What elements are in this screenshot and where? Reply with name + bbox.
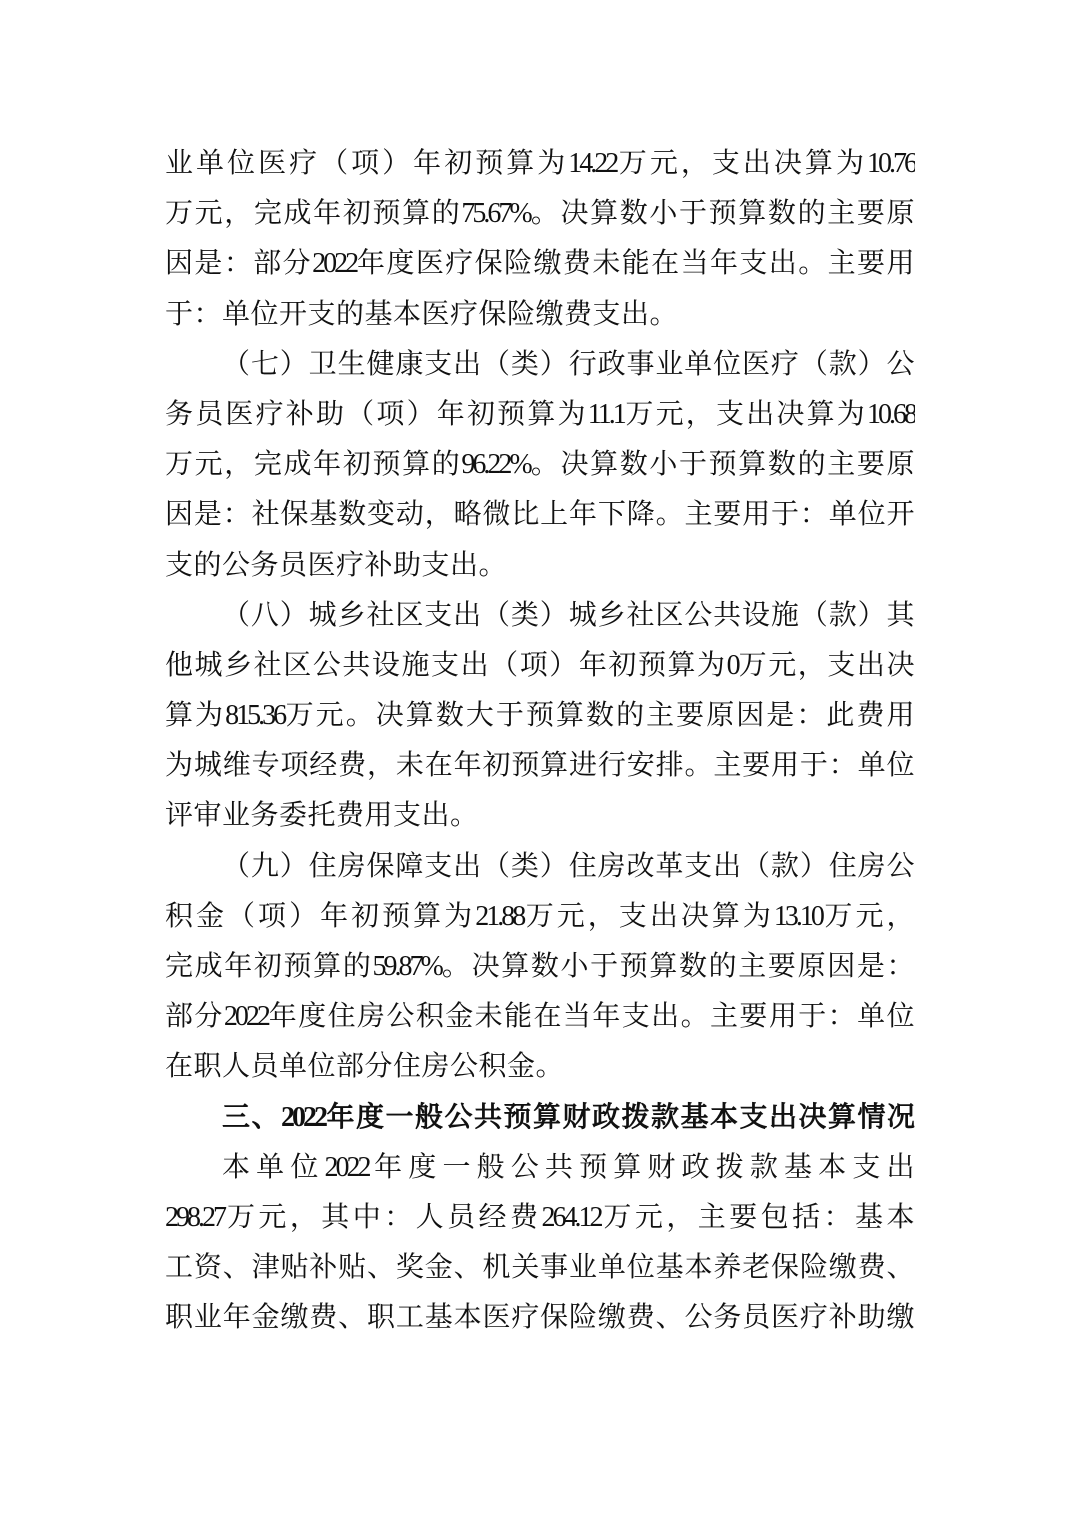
heading-line: 三、2022年度一般公共预算财政拨款基本支出决算情况: [222, 1101, 915, 1133]
numeric-value: 14.22: [568, 148, 617, 179]
text-line: 于：单位开支的基本医疗保险缴费支出。: [165, 298, 679, 330]
numeric-value: 21.88: [475, 900, 524, 932]
text-line: 万元，完成年初预算的75.67%。决算数小于预算数的主要原: [165, 198, 915, 230]
text-line: 他城乡社区公共设施支出（项）年初预算为0万元，支出决: [165, 649, 915, 681]
text-line: 万元，完成年初预算的96.22%。决算数小于预算数的主要原: [165, 449, 915, 481]
paragraph-item-nine-housing-security: [165, 842, 915, 1093]
text-line: （八）城乡社区支出（类）城乡社区公共设施（款）其: [222, 599, 915, 631]
numeric-value: 96.22%: [461, 449, 530, 481]
text-line: 评审业务委托费用支出。: [165, 800, 479, 832]
text-line: 298.27万元，其中：人员经费264.12万元，主要包括：基本: [165, 1201, 915, 1233]
paragraph-basic-expenditure-details: [165, 1143, 915, 1344]
paragraph-item-seven-civil-servant-medical-subsidy: [165, 340, 915, 591]
numeric-value: 2022: [223, 1001, 268, 1033]
text-line: 因是：社保基数变动，略微比上年下降。主要用于：单位开: [165, 499, 915, 531]
numeric-value: 0: [726, 649, 738, 681]
numeric-value: 75.67%: [461, 198, 530, 230]
numeric-value: 2022: [312, 248, 357, 280]
text-line: 在职人员单位部分住房公积金。: [165, 1051, 565, 1083]
text-line: 部分2022年度住房公积金未能在当年支出。主要用于：单位: [165, 1001, 915, 1033]
numeric-value: 10.68: [866, 398, 915, 430]
text-line: 算为815.36万元。决算数大于预算数的主要原因是：此费用: [165, 700, 915, 732]
text-line: （七）卫生健康支出（类）行政事业单位医疗（款）公: [222, 348, 915, 380]
heading-section-three-basic-expenditure: [165, 1093, 915, 1143]
paragraph-medical-insurance-continuation: [165, 139, 915, 340]
text-line: 因是：部分2022年度医疗保险缴费未能在当年支出。主要用: [165, 248, 915, 280]
text-line: 完成年初预算的59.87%。决算数小于预算数的主要原因是：: [165, 951, 915, 982]
numeric-value: 13.10: [773, 900, 822, 932]
document-text: [165, 139, 915, 1344]
numeric-value: 298.27: [165, 1201, 224, 1233]
text-line: 支的公务员医疗补助支出。: [165, 549, 508, 581]
text-line: 职业年金缴费、职工基本医疗保险缴费、公务员医疗补助缴: [165, 1302, 915, 1334]
text-line: 积金（项）年初预算为21.88万元，支出决算为13.10万元，: [165, 900, 915, 932]
text-line: 业单位医疗（项）年初预算为14.22万元，支出决算为10.76: [165, 148, 915, 179]
numeric-value: 2022: [281, 1101, 325, 1133]
text-line: 工资、津贴补贴、奖金、机关事业单位基本养老保险缴费、: [165, 1252, 915, 1284]
text-line: 为城维专项经费，未在年初预算进行安排。主要用于：单位: [165, 750, 915, 782]
text-line: 本单位2022年度一般公共预算财政拨款基本支出: [222, 1151, 915, 1183]
numeric-value: 2022: [324, 1151, 369, 1183]
numeric-value: 10.76: [866, 148, 915, 179]
numeric-value: 264.12: [541, 1201, 601, 1233]
text-line: 务员医疗补助（项）年初预算为11.1万元，支出决算为10.68: [165, 398, 915, 430]
numeric-value: 11.1: [587, 398, 624, 430]
paragraph-item-eight-urban-rural-community: [165, 591, 915, 842]
numeric-value: 59.87%: [372, 951, 441, 982]
text-line: （九）住房保障支出（类）住房改革支出（款）住房公: [222, 850, 915, 882]
numeric-value: 815.36: [225, 700, 285, 732]
